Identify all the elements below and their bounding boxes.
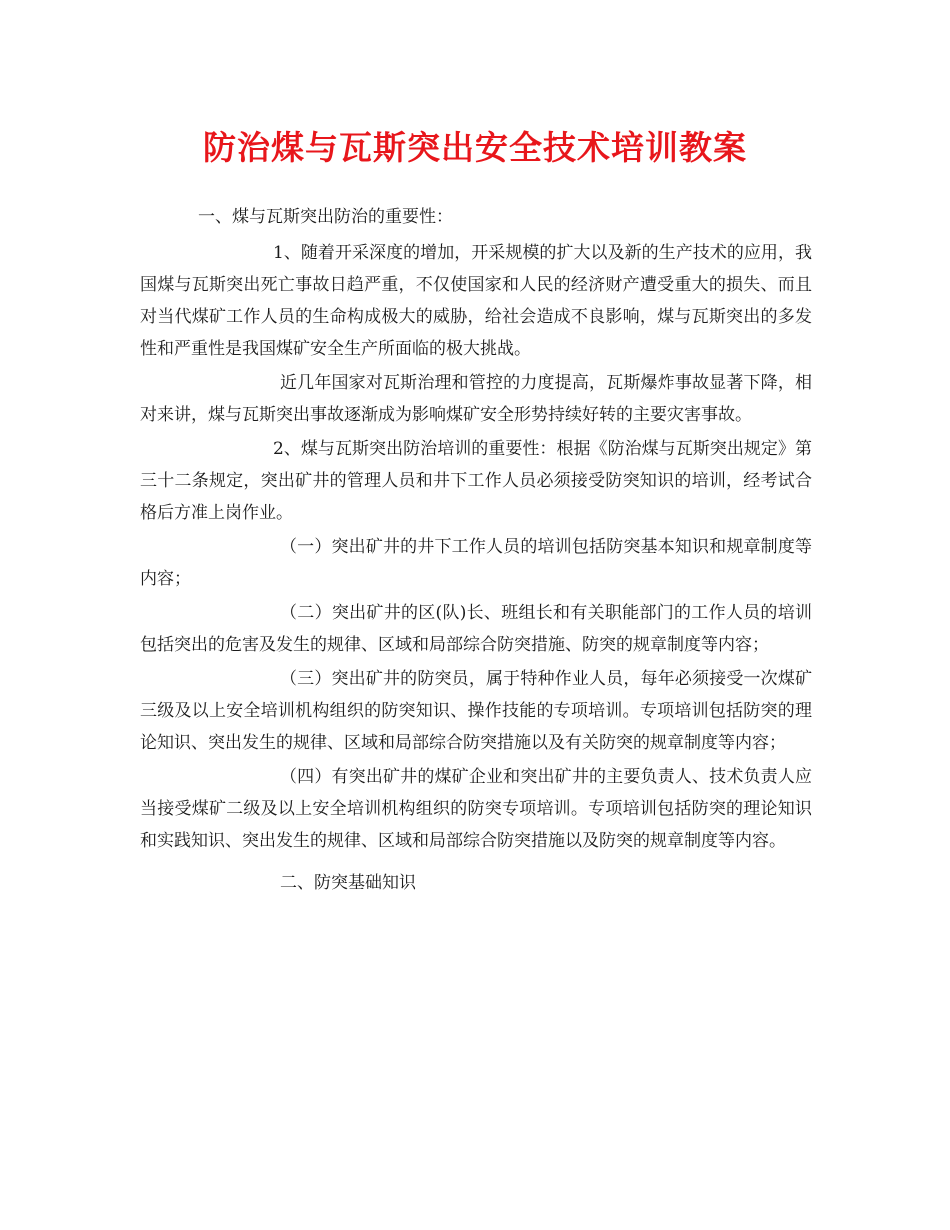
- section-heading-2: 二、防突基础知识: [280, 873, 416, 893]
- paragraph-importance-2: 2、煤与瓦斯突出防治培训的重要性：根据《防治煤与瓦斯突出规定》第三十二条规定，突出矿井的管理人员和井下工作人员必须接受防突知识的培训，经考试合格后方准上岗作业。: [140, 439, 812, 523]
- section-heading-1: 一、煤与瓦斯突出防治的重要性：: [198, 207, 453, 227]
- paragraph-importance-1: 1、随着开采深度的增加，开采规模的扩大以及新的生产技术的应用，我国煤与瓦斯突出死亡事故日趋严重，不仅使国家和人民的经济财产遭受重大的损失、而且对当代煤矿工作人员的生命构成极大的威胁，给社会造成不良影响，煤与瓦斯突出的多发性和严重性是我国煤矿安全生产所面临的极大挑战。: [140, 243, 812, 359]
- paragraph-item-3: （三）突出矿井的防突员，属于特种作业人员，每年必须接受一次煤矿三级及以上安全培训机构组织的防突知识、操作技能的专项培训。专项培训包括防突的理论知识、突出发生的规律、区域和局部综合防突措施以及有关防突的规章制度等内容；: [140, 669, 812, 753]
- document-body: [140, 201, 812, 899]
- paragraph-item-2: （二）突出矿井的区(队)长、班组长和有关职能部门的工作人员的培训包括突出的危害及发生的规律、区域和局部综合防突措施、防突的规章制度等内容；: [140, 603, 812, 655]
- paragraph-item-4: （四）有突出矿井的煤矿企业和突出矿井的主要负责人、技术负责人应当接受煤矿二级及以上安全培训机构组织的防突专项培训。专项培训包括防突的理论知识和实践知识、突出发生的规律、区域和局部综合防突措施以及防突的规章制度等内容。: [140, 767, 812, 851]
- paragraph-item-1: （一）突出矿井的井下工作人员的培训包括防突基本知识和规章制度等内容；: [140, 537, 812, 589]
- document-title: 防治煤与瓦斯突出安全技术培训教案: [203, 128, 747, 167]
- paragraph-recent-years: 近几年国家对瓦斯治理和管控的力度提高，瓦斯爆炸事故显著下降，相对来讲，煤与瓦斯突出事故逐渐成为影响煤矿安全形势持续好转的主要灾害事故。: [140, 373, 812, 425]
